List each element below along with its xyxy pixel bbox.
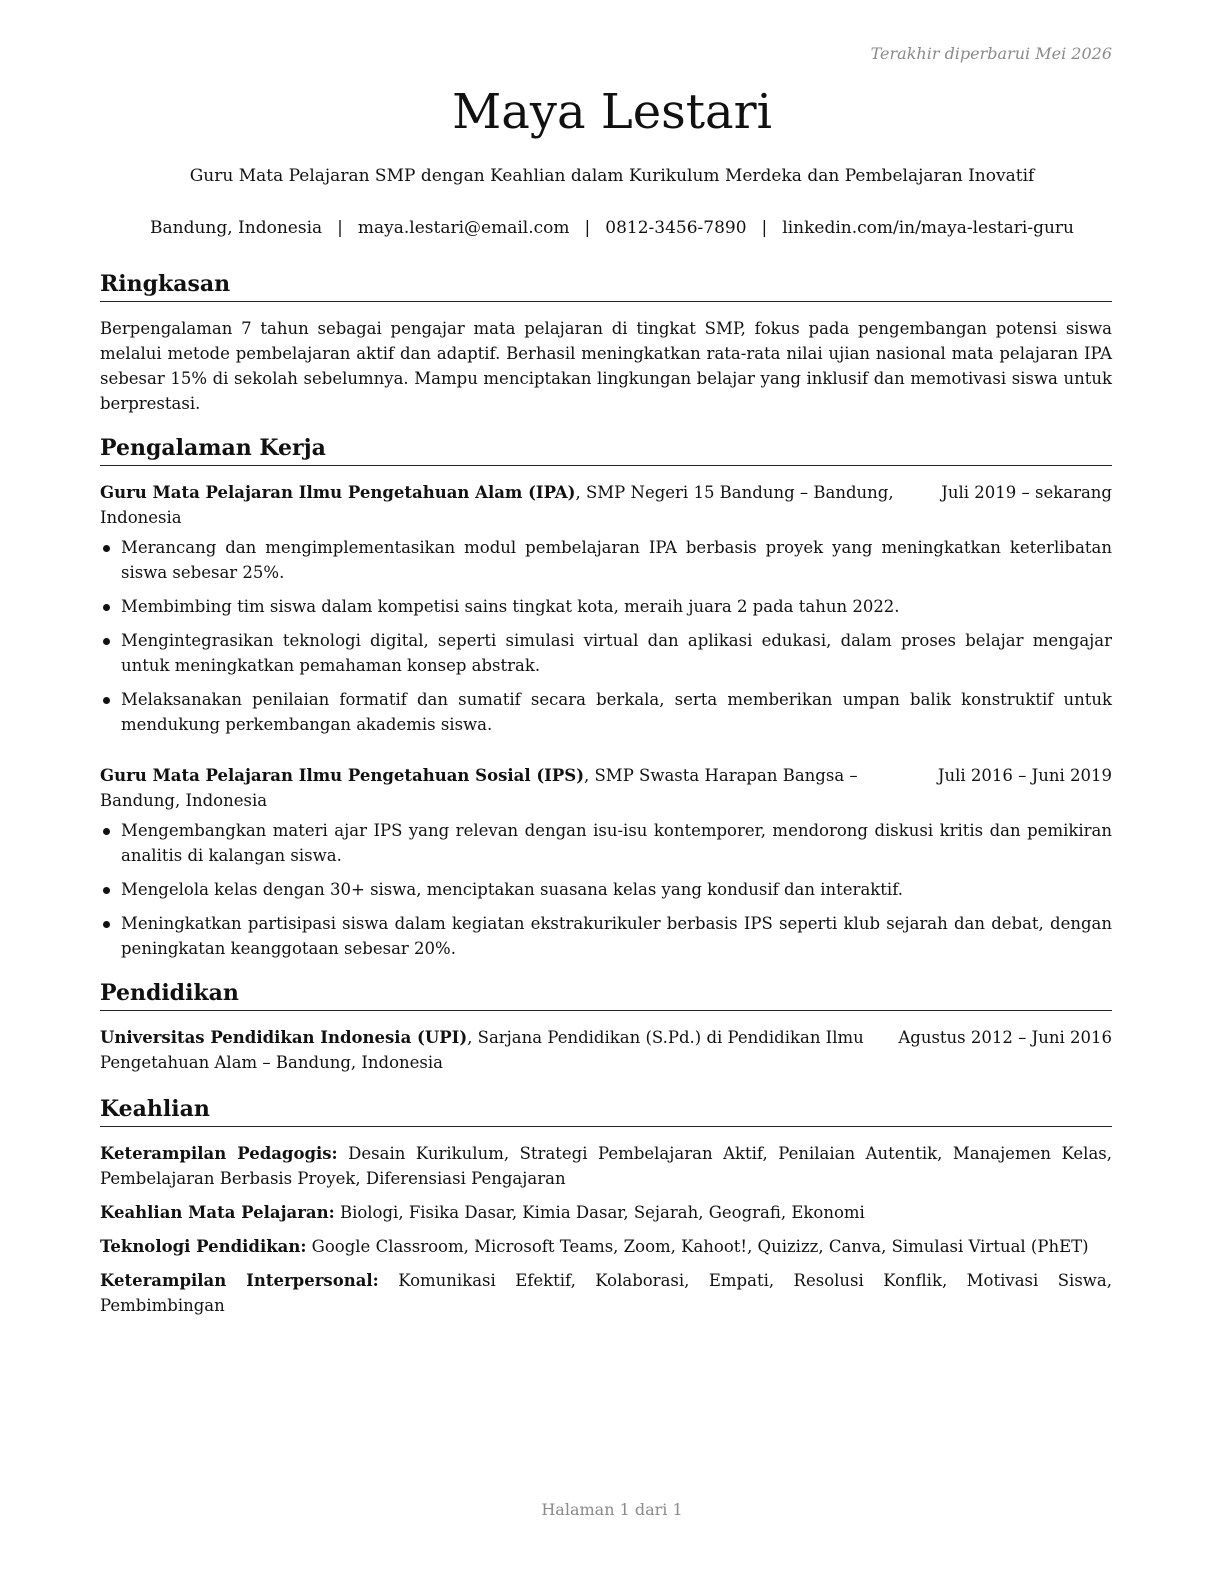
bullet-text: Membimbing tim siswa dalam kompetisi sains tingkat kota, meraih juara 2 pada tahun 2022.: [121, 597, 900, 616]
bullet-icon: [103, 921, 110, 928]
skill-label: Teknologi Pendidikan:: [100, 1237, 307, 1256]
education-school: Universitas Pendidikan Indonesia (UPI): [100, 1028, 468, 1047]
contact-separator: |: [761, 218, 768, 238]
education-degree: , Sarjana Pendidikan (S.Pd.) di Pendidikan Ilmu Pengetahuan Alam – Bandung, Indonesia: [100, 1028, 864, 1072]
skills-section: [100, 1093, 1112, 1318]
contact-location: Bandung, Indonesia: [150, 218, 323, 238]
skill-value: Biologi, Fisika Dasar, Kimia Dasar, Sejarah, Geografi, Ekonomi: [334, 1203, 865, 1222]
bullet-text: Mengintegrasikan teknologi digital, seperti simulasi virtual dan aplikasi edukasi, dalam proses belajar mengajar untuk meningkatkan pemahaman konsep abstrak.: [121, 631, 1112, 675]
person-name: Maya Lestari: [452, 84, 772, 140]
bullet-item: [100, 535, 1112, 585]
summary-text: Berpengalaman 7 tahun sebagai pengajar mata pelajaran di tingkat SMP, fokus pada pengembangan potensi siswa melalui metode pembelajaran aktif dan adaptif. Berhasil meningkatkan rata-rata nilai ujian nasional mata pelajaran IPA sebesar 15% di sekolah sebelumnya. Mampu menciptakan lingkungan belajar yang inklusif dan memotivasi siswa untuk berprestasi.: [100, 319, 1112, 413]
bullet-text: Mengelola kelas dengan 30+ siswa, menciptakan suasana kelas yang kondusif dan interaktif.: [121, 880, 903, 899]
skill-value: Desain Kurikulum, Strategi Pembelajaran Aktif, Penilaian Autentik, Manajemen Kelas, Pembelajaran Berbasis Proyek, Diferensiasi Pengajaran: [100, 1144, 1112, 1188]
contact-email[interactable]: maya.lestari@email.com: [357, 218, 570, 238]
bullet-text: Merancang dan mengimplementasikan modul pembelajaran IPA berbasis proyek yang meningkatkan keterlibatan siswa sebesar 25%.: [121, 538, 1112, 582]
resume-content: [100, 268, 1112, 1332]
job-dates: Juli 2019 – sekarang: [941, 483, 1112, 502]
skill-line: [100, 1200, 1112, 1225]
job-organization: , SMP Swasta Harapan Bangsa – Bandung, Indonesia: [100, 766, 858, 810]
job-entry: [100, 763, 1112, 961]
contact-separator: |: [584, 218, 591, 238]
bullet-icon: [103, 828, 110, 835]
bullet-icon: [103, 697, 110, 704]
bullet-item: [100, 628, 1112, 678]
skill-label: Keahlian Mata Pelajaran:: [100, 1203, 335, 1222]
education-entry: [100, 1025, 1112, 1075]
bullet-text: Meningkatkan partisipasi siswa dalam kegiatan ekstrakurikuler berbasis IPS seperti klub sejarah dan debat, dengan peningkatan keanggotaan sebesar 20%.: [121, 914, 1112, 958]
bullet-item: [100, 877, 1112, 902]
contact-line: [0, 218, 1224, 238]
experience-section: [100, 432, 1112, 961]
job-entry: [100, 480, 1112, 737]
skill-line: [100, 1141, 1112, 1191]
education-title-line: [100, 1025, 898, 1075]
job-role: Guru Mata Pelajaran Ilmu Pengetahuan Alam (IPA): [100, 483, 576, 502]
education-dates: Agustus 2012 – Juni 2016: [898, 1028, 1112, 1047]
last-updated-note: Terakhir diperbarui Mei 2026: [870, 44, 1112, 63]
job-header: [100, 763, 1112, 813]
contact-separator: |: [337, 218, 343, 238]
section-title-skills: Keahlian: [100, 1093, 1112, 1127]
education-section: [100, 977, 1112, 1075]
job-title-line: [100, 763, 938, 813]
bullet-item: [100, 818, 1112, 868]
skill-line: [100, 1234, 1112, 1259]
skill-label: Keterampilan Interpersonal:: [100, 1271, 379, 1290]
bullet-icon: [103, 638, 110, 645]
job-title-line: [100, 480, 941, 530]
contact-phone: 0812-3456-7890: [605, 218, 747, 238]
skill-value: Komunikasi Efektif, Kolaborasi, Empati, Resolusi Konflik, Motivasi Siswa, Pembimbingan: [100, 1271, 1112, 1315]
bullet-item: [100, 594, 1112, 619]
job-organization: , SMP Negeri 15 Bandung – Bandung, Indonesia: [100, 483, 894, 527]
section-title-summary: Ringkasan: [100, 268, 1112, 302]
job-dates: Juli 2016 – Juni 2019: [937, 766, 1112, 785]
section-title-experience: Pengalaman Kerja: [100, 432, 1112, 466]
skill-line: [100, 1268, 1112, 1318]
headline: Guru Mata Pelajaran SMP dengan Keahlian dalam Kurikulum Merdeka dan Pembelajaran Inovatif: [189, 166, 1035, 186]
summary-section: [100, 268, 1112, 416]
skill-label: Keterampilan Pedagogis:: [100, 1144, 338, 1163]
bullet-icon: [103, 887, 110, 894]
job-role: Guru Mata Pelajaran Ilmu Pengetahuan Sosial (IPS): [100, 766, 584, 785]
bullet-icon: [103, 545, 110, 552]
page-number: Halaman 1 dari 1: [541, 1500, 683, 1519]
bullet-icon: [103, 604, 110, 611]
job-bullets: [100, 818, 1112, 961]
contact-linkedin[interactable]: linkedin.com/in/maya-lestari-guru: [782, 218, 1074, 238]
job-header: [100, 480, 1112, 530]
bullet-text: Mengembangkan materi ajar IPS yang relevan dengan isu-isu kontemporer, mendorong diskusi kritis dan pemikiran analitis di kalangan siswa.: [121, 821, 1112, 865]
skill-value: Google Classroom, Microsoft Teams, Zoom, Kahoot!, Quizizz, Canva, Simulasi Virtual (PhET): [306, 1237, 1089, 1256]
bullet-item: [100, 911, 1112, 961]
section-title-education: Pendidikan: [100, 977, 1112, 1011]
job-bullets: [100, 535, 1112, 737]
bullet-text: Melaksanakan penilaian formatif dan sumatif secara berkala, serta memberikan umpan balik konstruktif untuk mendukung perkembangan akademis siswa.: [121, 690, 1112, 734]
bullet-item: [100, 687, 1112, 737]
